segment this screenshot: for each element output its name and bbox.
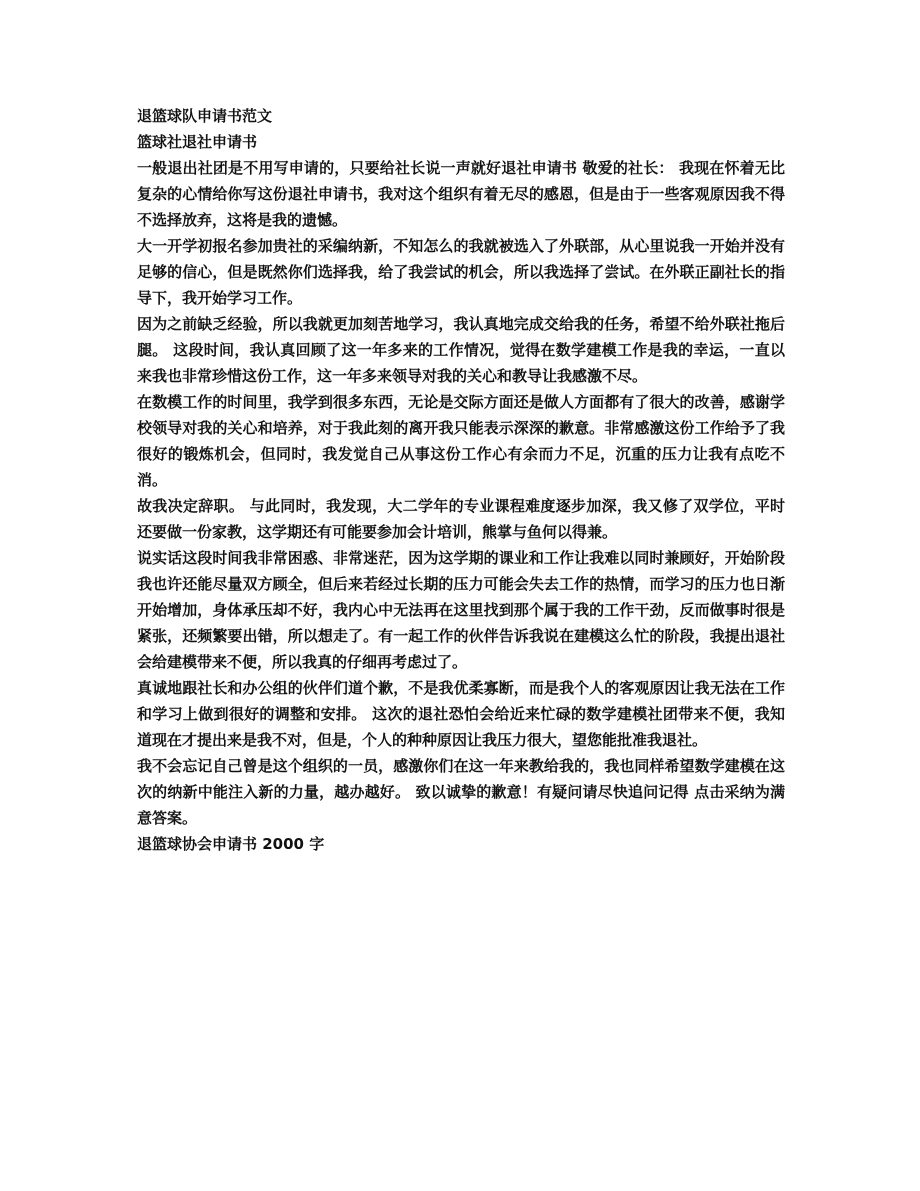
- paragraph-1: 一般退出社团是不用写申请的，只要给社长说一声就好退社申请书 敬爱的社长： 我现在怀着无比复杂的心情给你写这份退社申请书，我对这个组织有着无尽的感恩，但是由于一些客观原因我不得不选择放弃，这将是我的遗憾。: [137, 159, 785, 229]
- paragraph-5: 故我决定辞职。 与此同时，我发现，大二学年的专业课程难度逐步加深，我又修了双学位，平时还要做一份家教，这学期还有可能要参加会计培训，熊掌与鱼何以得兼。: [137, 497, 785, 541]
- paragraph-4: 在数模工作的时间里，我学到很多东西，无论是交际方面还是做人方面都有了很大的改善，感谢学校领导对我的关心和培养，对于我此刻的离开我只能表示深深的歉意。非常感激这份工作给予了我很好的锻炼机会，但同时，我发觉自己从事这份工作心有余而力不足，沉重的压力让我有点吃不消。: [137, 393, 785, 489]
- paragraph-8: 我不会忘记自己曾是这个组织的一员，感激你们在这一年来教给我的，我也同样希望数学建模在这次的纳新中能注入新的力量，越办越好。 致以诚挚的歉意！有疑问请尽快追问记得 点击采纳为满意答案。: [137, 757, 785, 827]
- document-title: 退篮球队申请书范文: [137, 107, 273, 125]
- paragraph-2: 大一开学初报名参加贵社的采编纳新，不知怎么的我就被选入了外联部，从心里说我一开始并没有足够的信心，但是既然你们选择我，给了我尝试的机会，所以我选择了尝试。在外联正副社长的指导下，我开始学习工作。: [137, 237, 785, 307]
- footer-heading: 退篮球协会申请书 2000 字: [137, 835, 325, 853]
- paragraph-7: 真诚地跟社长和办公组的伙伴们道个歉，不是我优柔寡断，而是我个人的客观原因让我无法在工作和学习上做到很好的调整和安排。 这次的退社恐怕会给近来忙碌的数学建模社团带来不便，我知道现在才提出来是我不对，但是，个人的种种原因让我压力很大，望您能批准我退社。: [137, 679, 785, 749]
- paragraph-6: 说实话这段时间我非常困惑、非常迷茫，因为这学期的课业和工作让我难以同时兼顾好，开始阶段我也许还能尽量双方顾全，但后来若经过长期的压力可能会失去工作的热情，而学习的压力也日渐开始增加，身体承压却不好，我内心中无法再在这里找到那个属于我的工作干劲，反而做事时很是紧张，还频繁要出错，所以想走了。有一起工作的伙伴告诉我说在建模这么忙的阶段，我提出退社会给建模带来不便，所以我真的仔细再考虑过了。: [137, 549, 785, 671]
- paragraph-3: 因为之前缺乏经验，所以我就更加刻苦地学习，我认真地完成交给我的任务，希望不给外联社拖后腿。 这段时间，我认真回顾了这一年多来的工作情况，觉得在数学建模工作是我的幸运，一直以来我也非常珍惜这份工作，这一年多来领导对我的关心和教导让我感激不尽。: [137, 315, 785, 385]
- document-subtitle: 篮球社退社申请书: [137, 133, 258, 151]
- document-body: [137, 103, 785, 857]
